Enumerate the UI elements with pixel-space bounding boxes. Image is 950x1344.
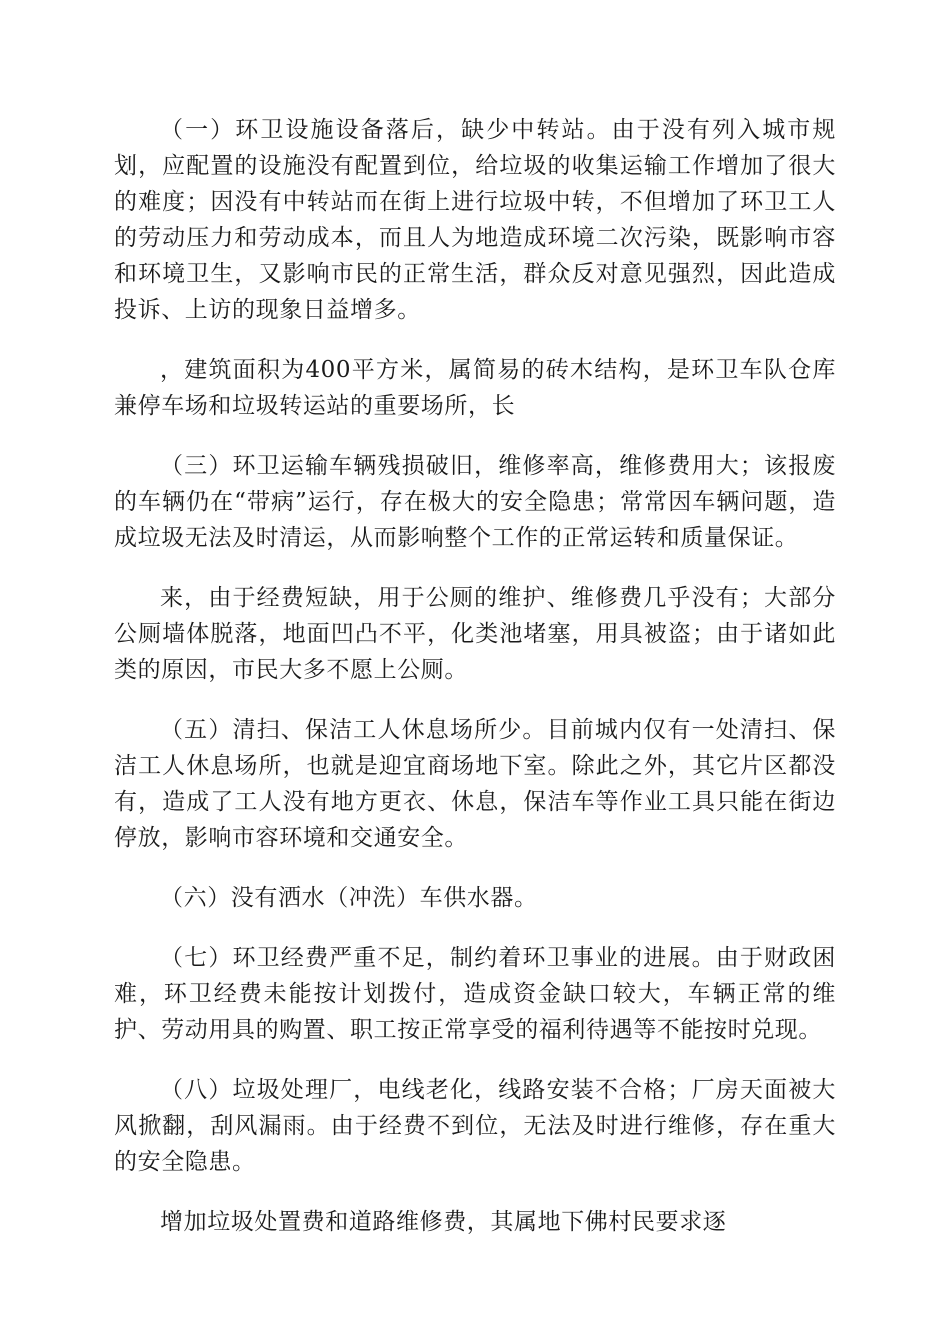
paragraph-funding-shortage: （七）环卫经费严重不足，制约着环卫事业的进展。由于财政困难，环卫经费未能按计划拨付，造成资金缺口较大，车辆正常的维护、劳动用具的购置、职工按正常享受的福利待遇等不能按时兑现。 [114, 945, 836, 1043]
document-body [114, 112, 836, 1264]
paragraph-public-toilets: 来，由于经费短缺，用于公厕的维护、维修费几乎没有；大部分公厕墙体脱落，地面凹凸不平，化类池堵塞，用具被盗；由于诸如此类的原因，市民大多不愿上公厕。 [114, 585, 836, 683]
paragraph-water-supply: （六）没有洒水（冲洗）车供水器。 [160, 885, 538, 911]
paragraph-disposal-fees: 增加垃圾处置费和道路维修费，其属地下佛村民要求逐 [160, 1209, 727, 1235]
paragraph-waste-plant: （八）垃圾处理厂，电线老化，线路安装不合格；厂房天面被大风掀翻，刮风漏雨。由于经费不到位，无法及时进行维修，存在重大的安全隐患。 [114, 1077, 836, 1175]
paragraph-building-area: ，建筑面积为400平方米，属简易的砖木结构，是环卫车队仓库兼停车场和垃圾转运站的重要场所，长 [114, 357, 836, 419]
paragraph-transport-vehicles: （三）环卫运输车辆残损破旧，维修率高，维修费用大；该报废的车辆仍在“带病”运行，存在极大的安全隐患；常常因车辆问题，造成垃圾无法及时清运，从而影响整个工作的正常运转和质量保证。 [114, 453, 836, 551]
paragraph-worker-rest-areas: （五）清扫、保洁工人休息场所少。目前城内仅有一处清扫、保洁工人休息场所，也就是迎宜商场地下室。除此之外，其它片区都没有，造成了工人没有地方更衣、休息，保洁车等作业工具只能在街边停放，影响市容环境和交通安全。 [114, 717, 836, 851]
paragraph-sanitation-facilities: （一）环卫设施设备落后，缺少中转站。由于没有列入城市规划，应配置的设施没有配置到位，给垃圾的收集运输工作增加了很大的难度；因没有中转站而在街上进行垃圾中转，不但增加了环卫工人的劳动压力和劳动成本，而且人为地造成环境二次污染，既影响市容和环境卫生，又影响市民的正常生活，群众反对意见强烈，因此造成投诉、上访的现象日益增多。 [114, 117, 836, 323]
